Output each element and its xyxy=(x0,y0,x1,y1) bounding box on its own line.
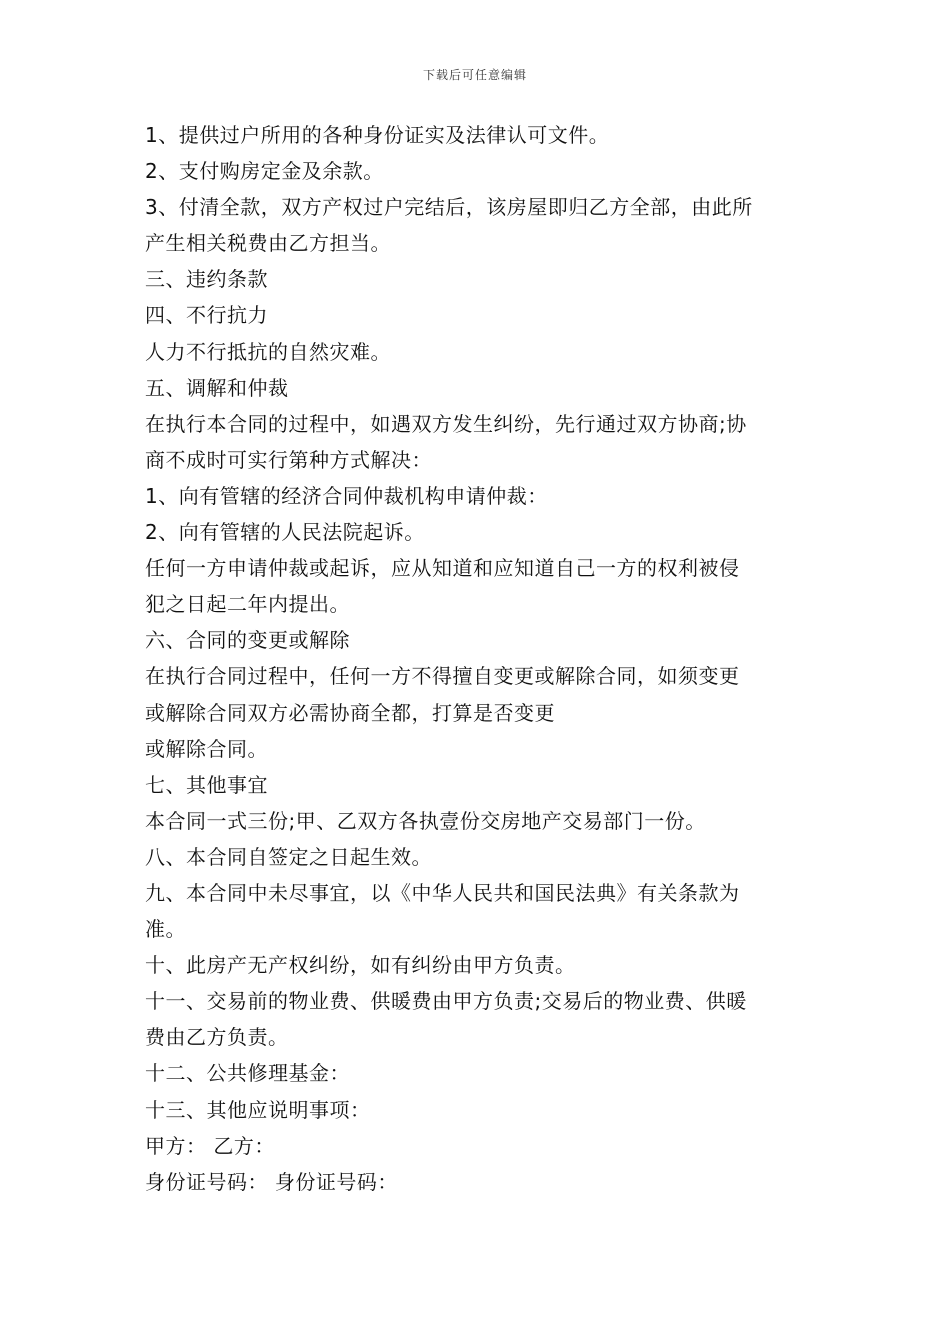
text-line: 人力不行抵抗的自然灾难。 xyxy=(145,339,391,364)
section-heading: 四、不行抗力 xyxy=(145,303,268,328)
text-line: 十、此房产无产权纠纷，如有纠纷由甲方负责。 xyxy=(145,953,576,978)
signature-parties-line: 甲方： 乙方： xyxy=(145,1133,275,1158)
document-body xyxy=(145,117,813,1200)
text-line: 3、付清全款，双方产权过户完结后，该房屋即归乙方全部，由此所 xyxy=(145,195,753,220)
section-heading: 六、合同的变更或解除 xyxy=(145,628,350,653)
text-line: 产生相关税费由乙方担当。 xyxy=(145,231,391,256)
text-line: 在执行合同过程中，任何一方不得擅自变更或解除合同，如须变更 xyxy=(145,664,740,689)
text-line: 准。 xyxy=(145,917,186,942)
text-line: 1、提供过户所用的各种身份证实及法律认可文件。 xyxy=(145,123,610,147)
text-line: 费由乙方负责。 xyxy=(145,1025,289,1050)
section-heading: 五、调解和仲裁 xyxy=(145,375,289,400)
section-heading: 三、违约条款 xyxy=(145,267,268,292)
text-line: 商不成时可实行第种方式解决： xyxy=(145,447,432,472)
text-line: 1、向有管辖的经济合同仲裁机构申请仲裁： xyxy=(145,483,548,508)
text-line: 九、本合同中未尽事宜，以《中华人民共和国民法典》有关条款为 xyxy=(145,880,740,905)
text-line: 八、本合同自签定之日起生效。 xyxy=(145,844,432,869)
text-line: 或解除合同双方必需协商全都，打算是否变更 xyxy=(145,700,555,725)
page-header-note: 下载后可任意编辑 xyxy=(422,68,527,82)
text-line: 或解除合同。 xyxy=(145,736,268,761)
id-number-line: 身份证号码： 身份证号码： xyxy=(145,1169,398,1194)
section-heading: 七、其他事宜 xyxy=(145,772,268,797)
text-line: 在执行本合同的过程中，如遇双方发生纠纷，先行通过双方协商;协 xyxy=(145,411,747,436)
text-line: 任何一方申请仲裁或起诉，应从知道和应知道自己一方的权利被侵 xyxy=(145,556,740,581)
text-line: 十二、公共修理基金： xyxy=(145,1061,350,1086)
text-line: 本合同一式三份;甲、乙双方各执壹份交房地产交易部门一份。 xyxy=(145,808,706,833)
text-line: 2、向有管辖的人民法院起诉。 xyxy=(145,520,425,545)
text-line: 犯之日起二年内提出。 xyxy=(145,592,350,617)
text-line: 十一、交易前的物业费、供暖费由甲方负责;交易后的物业费、供暖 xyxy=(145,989,747,1014)
text-line: 十三、其他应说明事项： xyxy=(145,1097,371,1122)
text-line: 2、支付购房定金及余款。 xyxy=(145,159,384,184)
